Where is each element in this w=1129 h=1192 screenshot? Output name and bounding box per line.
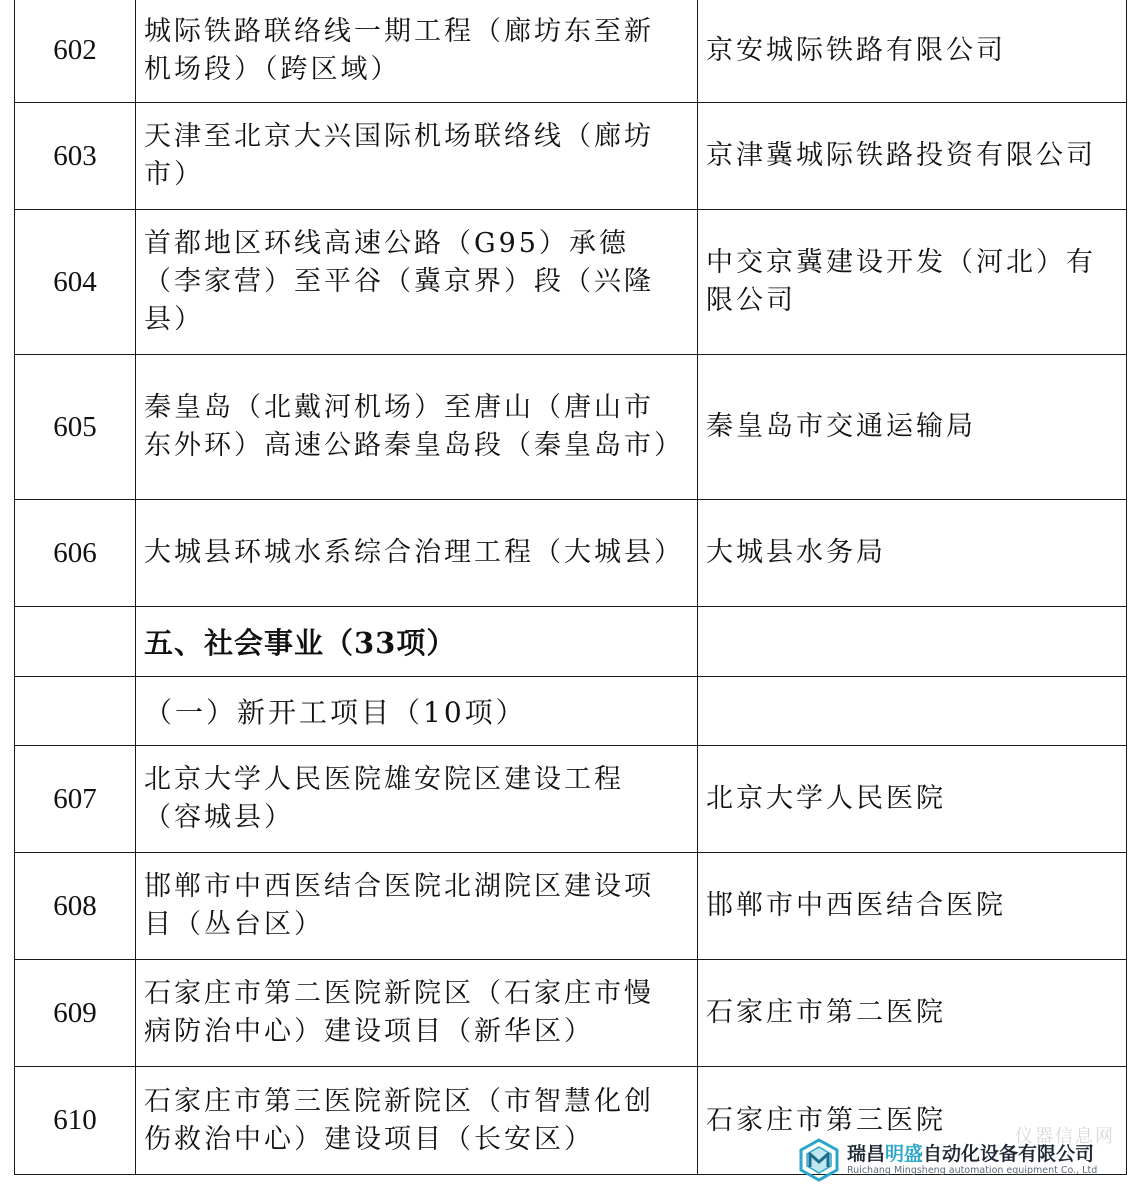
section-row <box>15 607 1127 677</box>
row-number: 608 <box>15 853 136 960</box>
project-name: 秦皇岛（北戴河机场）至唐山（唐山市东外环）高速公路秦皇岛段（秦皇岛市） <box>136 355 698 500</box>
company-name <box>847 1139 1094 1166</box>
responsible-unit: 大城县水务局 <box>698 500 1127 607</box>
table-row <box>15 746 1127 853</box>
responsible-unit-empty <box>698 677 1127 746</box>
project-name: 首都地区环线高速公路（G95）承德（李家营）至平谷（冀京界）段（兴隆县） <box>136 210 698 355</box>
table-row <box>15 210 1127 355</box>
project-table <box>14 0 1127 1175</box>
table-row <box>15 960 1127 1067</box>
table-row <box>15 355 1127 500</box>
project-name: 大城县环城水系综合治理工程（大城县） <box>136 500 698 607</box>
responsible-unit: 邯郸市中西医结合医院 <box>698 853 1127 960</box>
responsible-unit: 石家庄市第二医院 <box>698 960 1127 1067</box>
responsible-unit: 秦皇岛市交通运输局 <box>698 355 1127 500</box>
row-number: 607 <box>15 746 136 853</box>
responsible-unit: 京津冀城际铁路投资有限公司 <box>698 103 1127 210</box>
faint-watermark-text: 仪器信息网 <box>1015 1126 1115 1147</box>
project-name: 天津至北京大兴国际机场联络线（廊坊市） <box>136 103 698 210</box>
row-number: 603 <box>15 103 136 210</box>
project-name: 城际铁路联络线一期工程（廊坊东至新机场段）（跨区域） <box>136 0 698 103</box>
project-name: 邯郸市中西医结合医院北湖院区建设项目（丛台区） <box>136 853 698 960</box>
table-row <box>15 103 1127 210</box>
responsible-unit-empty <box>698 607 1127 677</box>
company-name-part: 瑞昌 <box>847 1143 886 1165</box>
row-number: 602 <box>15 0 136 103</box>
row-number-empty <box>15 677 136 746</box>
subsection-title: （一）新开工项目（10项） <box>136 677 698 746</box>
row-number: 610 <box>15 1067 136 1175</box>
responsible-unit: 中交京冀建设开发（河北）有限公司 <box>698 210 1127 355</box>
project-name: 石家庄市第三医院新院区（市智慧化创伤救治中心）建设项目（长安区） <box>136 1067 698 1175</box>
row-number: 604 <box>15 210 136 355</box>
company-english-name: Ruichang Mingsheng automation equipment Co., Ltd <box>847 1165 1098 1176</box>
responsible-unit: 北京大学人民医院 <box>698 746 1127 853</box>
table-row <box>15 0 1127 103</box>
responsible-unit: 石家庄市第三医院 <box>698 1067 1127 1175</box>
project-name: 石家庄市第二医院新院区（石家庄市慢病防治中心）建设项目（新华区） <box>136 960 698 1067</box>
row-number: 605 <box>15 355 136 500</box>
table-row <box>15 853 1127 960</box>
responsible-unit: 京安城际铁路有限公司 <box>698 0 1127 103</box>
section-title: 五、社会事业（33项） <box>136 607 698 677</box>
company-logo-icon <box>797 1138 841 1182</box>
row-number-empty <box>15 607 136 677</box>
table-row <box>15 500 1127 607</box>
row-number: 609 <box>15 960 136 1067</box>
company-watermark <box>797 1138 1127 1186</box>
row-number: 606 <box>15 500 136 607</box>
subsection-row <box>15 677 1127 746</box>
project-name: 北京大学人民医院雄安院区建设工程（容城县） <box>136 746 698 853</box>
company-name-accent: 明盛 <box>885 1143 924 1165</box>
company-name-part: 自动化设备有限公司 <box>923 1143 1095 1165</box>
